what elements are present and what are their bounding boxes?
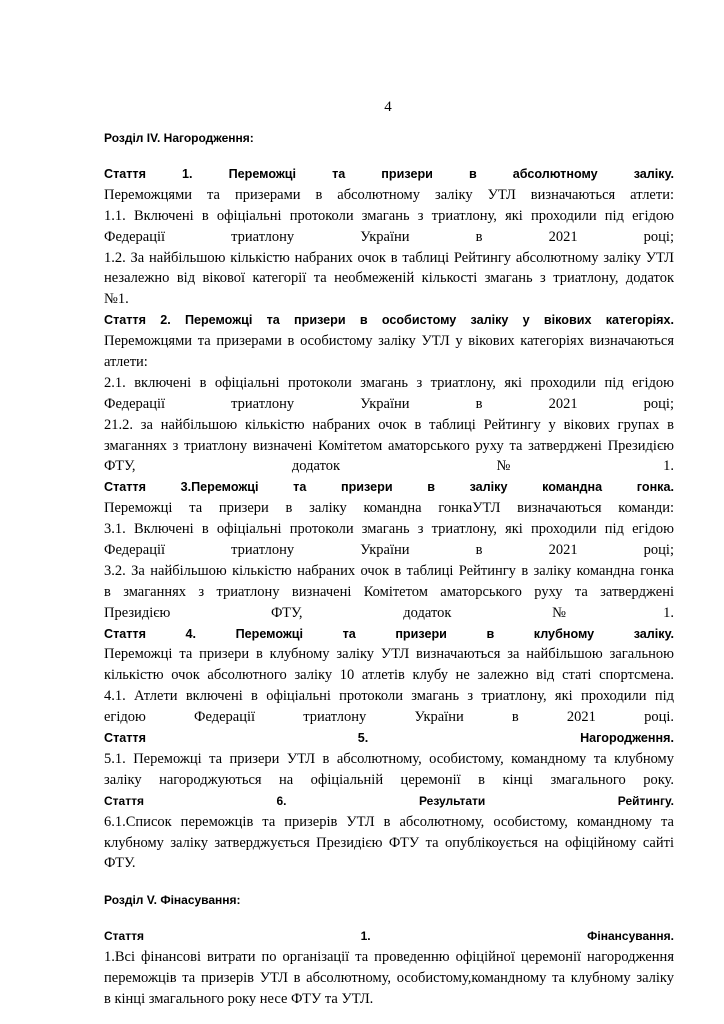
text-line: ФТУ. [104,855,136,872]
text-line: Федерації триатлону України в 2021 році; [104,228,674,245]
text-line: егідою Федерації триатлону України в 2021 році. [104,709,674,726]
text-line: кількістю очок абсолютного заліку 10 атлетів клубу не залежно від статі спортсмена. [104,667,674,684]
text-line: незалежно від вікової категорії та необмеженій кількості змагань з триатлону, додаток [104,270,674,287]
text-line: Переможці та призери в клубному заліку УТЛ визначаються за найбільшою загальною [104,646,674,663]
text-line: змаганнях з триатлону визначені Комітетом аматорського руху та затверджені Президією [104,437,674,454]
text-line: Федерації триатлону України в 2021 році; [104,395,674,412]
text-line: 4.1. Атлети включені в офіціальні протоколи змагань з триатлону, які проходили під [104,688,674,705]
text-line: 2.1. включені в офіціальні протоколи змагань з триатлону, які проходили під егідою [104,374,674,391]
text-line: 21.2. за найбільшою кількістю набраних очок в таблиці Рейтингу у вікових групах в [104,416,674,433]
text-line: атлети: [104,354,148,371]
spacer [104,148,674,164]
article-heading-line: Стаття 6. Результати Рейтингу. [104,793,674,808]
page-number: 4 [384,99,392,115]
text-line: клубному заліку затверджується Президією ФТУ та опублікоується на офіційному сайті [104,834,674,851]
text-line: в кінці змагального року несе ФТУ та УТЛ. [104,990,374,1007]
text-line: 1.1. Включені в офіціальні протоколи змагань з триатлону, які проходили під егідою [104,207,674,224]
text-line: в змаганнях з триатлону визначені Комітетом аматорського руху та затверджені [104,583,674,600]
article-heading-line: Стаття 4. Переможці та призери в клубному заліку. [104,626,674,641]
article-heading-line: Стаття 5. Нагородження. [104,731,674,746]
spacer [104,874,674,890]
section-4-text [104,164,674,874]
text-line: Переможцями та призерами в абсолютному заліку УТЛ визначаються атлети: [104,186,674,203]
text-line: переможців та призерів УТЛ в абсолютному, особистому,командному та клубному заліку [104,970,674,987]
section-4-heading: Розділ IV. Нагородження: [104,131,254,145]
text-line: 5.1. Переможці та призери УТЛ в абсолютному, особистому, командному та клубному [104,750,674,767]
section-5-heading: Розділ V. Фінасування: [104,893,241,908]
spacer [104,910,674,926]
text-line: Переможцями та призерами в особистому заліку УТЛ у вікових категоріях визначаються [104,333,674,350]
text-line: Президією ФТУ, додаток №1. [104,604,674,621]
article-heading-line: Стаття 2. Переможці та призери в особистому заліку у вікових категоріях. [104,313,674,328]
text-line: Переможці та призери в заліку командна гонкаУТЛ визначаються команди: [104,500,674,517]
article-heading-line: Стаття 3.Переможці та призери в заліку командна гонка. [104,480,674,495]
text-line: 3.1. Включені в офіціальні протоколи змагань з триатлону, які проходили під егідою [104,521,674,538]
text-line: ФТУ, додаток №1. [104,458,674,475]
text-line: №1. [104,291,129,308]
article-heading-line: Стаття 1. Фінансування. [104,929,674,944]
article-heading-line: Стаття 1. Переможці та призери в абсолютному заліку. [104,167,674,181]
text-line: заліку нагороджуються на офіціальній церемонії в кінці змагального року. [104,771,674,788]
text-line: Федерації триатлону України в 2021 році; [104,542,674,559]
text-line: 6.1.Список переможців та призерів УТЛ в абсолютному, особистому, командному та [104,813,674,830]
text-line: 1.Всі фінансові витрати по організації та проведенню офіційної церемонії нагородження [104,949,674,966]
text-line: 1.2. За найбільшою кількістю набраних очок в таблиці Рейтингу абсолютному заліку УТЛ [104,249,674,266]
section-5-text [104,926,674,1010]
document-body [104,128,674,1010]
text-line: 3.2. За найбільшою кількістю набраних очок в таблиці Рейтингу в заліку командна гонка [104,562,674,579]
